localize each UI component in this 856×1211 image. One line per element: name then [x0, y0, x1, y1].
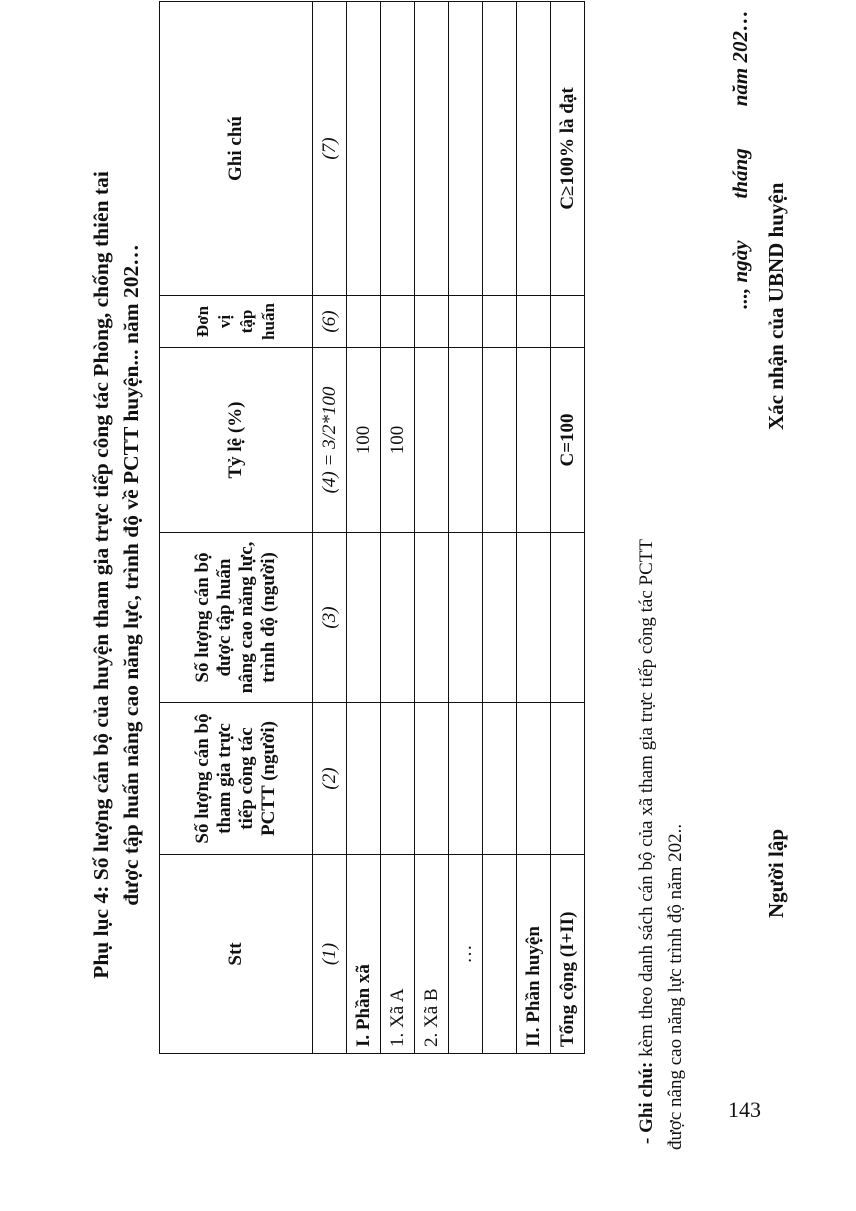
table-cell	[483, 533, 517, 703]
table-cell	[449, 533, 483, 703]
note-label: - Ghi chú:	[636, 1061, 657, 1144]
table-cell	[449, 348, 483, 533]
table-cell	[415, 703, 449, 855]
page-title	[86, 0, 146, 1150]
date-month: tháng	[728, 148, 752, 199]
title-line-1: Phụ lục 4: Số lượng cán bộ của huyện tham gia trực tiếp công tác Phòng, chống thiên tai	[89, 171, 113, 979]
table-cell	[517, 2, 551, 296]
table-cell	[517, 533, 551, 703]
index-cell: (6)	[313, 296, 347, 348]
title-line-2: được tập huấn nâng cao năng lực, trình độ về PCTT huyện... năm 202…	[119, 244, 143, 906]
table-cell: C≥100% là đạt	[551, 2, 585, 296]
table-row	[415, 2, 449, 1054]
row-label: 2. Xã B	[415, 855, 449, 1054]
rotated-page	[80, 0, 820, 1150]
table-cell	[415, 2, 449, 296]
row-label	[483, 855, 517, 1054]
table-cell	[449, 2, 483, 296]
col-header-ratio: Tỷ lệ (%)	[160, 348, 313, 533]
table-cell	[551, 296, 585, 348]
col-header-unit: Đơn vị tập huấn	[160, 296, 313, 348]
row-label: Tổng cộng (I+II)	[551, 855, 585, 1054]
table-cell	[381, 703, 415, 855]
row-label: II. Phần huyện	[517, 855, 551, 1054]
table-row	[381, 2, 415, 1054]
col-header-stt: Stt	[160, 855, 313, 1054]
note-text-2: được nâng cao năng lực trình độ năm 202..	[665, 823, 686, 1150]
table-cell: 100	[381, 348, 415, 533]
table-row	[483, 2, 517, 1054]
table-cell	[483, 348, 517, 533]
date-line	[728, 10, 753, 530]
row-label: …	[449, 855, 483, 1054]
page-number: 143	[728, 1097, 761, 1122]
table-row	[517, 2, 551, 1054]
table-cell	[449, 296, 483, 348]
index-cell: (2)	[313, 703, 347, 855]
table-cell	[381, 533, 415, 703]
footnote	[632, 50, 690, 1150]
table-cell	[449, 703, 483, 855]
col-header-trained: Số lượng cán bộ được tập huấn nâng cao năng lực, trình độ (người)	[160, 533, 313, 703]
table-cell: C=100	[551, 348, 585, 533]
signature-preparer: Người lập	[764, 829, 788, 918]
table-cell	[483, 703, 517, 855]
row-label: 1. Xã A	[381, 855, 415, 1054]
table-cell	[517, 348, 551, 533]
table-row	[347, 2, 381, 1054]
table-cell	[347, 2, 381, 296]
table-row	[449, 2, 483, 1054]
table-cell	[483, 2, 517, 296]
table-cell	[347, 703, 381, 855]
table-cell	[517, 296, 551, 348]
table-cell	[551, 533, 585, 703]
index-row	[313, 2, 347, 1054]
table-cell	[551, 703, 585, 855]
table-cell	[415, 296, 449, 348]
table-cell	[415, 533, 449, 703]
table-cell	[381, 2, 415, 296]
total-row	[551, 2, 585, 1054]
signature-approval: Xác nhận của UBND huyện	[764, 182, 788, 430]
header-row	[160, 2, 313, 1054]
index-cell: (7)	[313, 2, 347, 296]
table-cell	[347, 296, 381, 348]
table-cell	[381, 296, 415, 348]
col-header-participants: Số lượng cán bộ tham gia trực tiếp công tác PCTT (người)	[160, 703, 313, 855]
index-cell: (3)	[313, 533, 347, 703]
index-cell: (1)	[313, 855, 347, 1054]
row-label: I. Phần xã	[347, 855, 381, 1054]
date-day: ..., ngày	[728, 240, 752, 309]
col-header-note: Ghi chú	[160, 2, 313, 296]
note-text: kèm theo danh sách cán bộ của xã tham gia trực tiếp công tác PCTT	[636, 539, 657, 1062]
table-cell	[347, 533, 381, 703]
table-cell	[483, 296, 517, 348]
report-table	[159, 1, 585, 1054]
table-cell	[415, 348, 449, 533]
table-cell: 100	[347, 348, 381, 533]
date-year: năm 202…	[728, 10, 752, 107]
table-cell	[517, 703, 551, 855]
index-cell: (4) = 3/2*100	[313, 348, 347, 533]
